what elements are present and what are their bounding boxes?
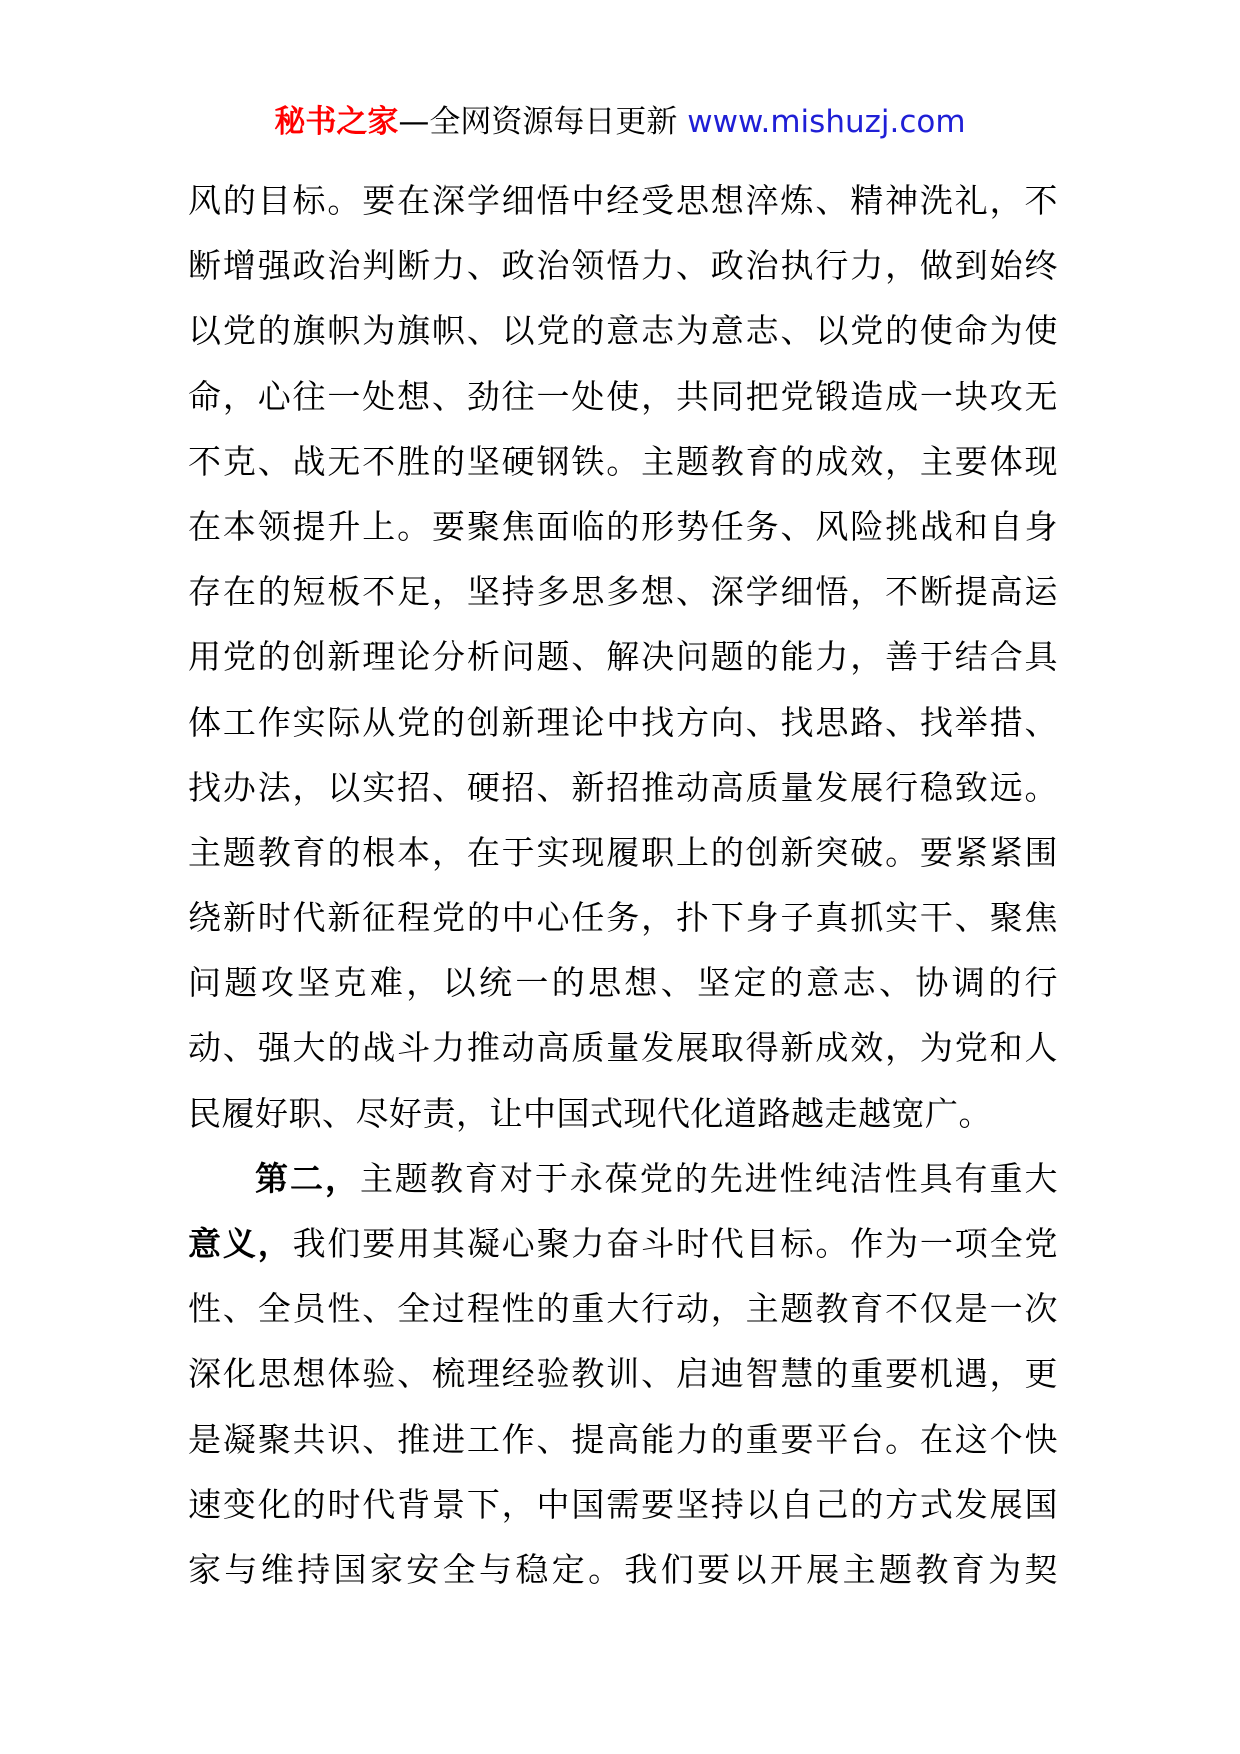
section-lead: 第二， [255, 1158, 360, 1198]
text-line: 是凝聚共识、推进工作、提高能力的重要平台。在这个快 [188, 1419, 1058, 1459]
text-line: 找办法，以实招、硬招、新招推动高质量发展行稳致远。 [188, 767, 1058, 807]
paragraph-2 [188, 1146, 1058, 1602]
text-line: 绕新时代新征程党的中心任务，扑下身子真抓实干、聚焦 [188, 898, 1058, 938]
text-line: 用党的创新理论分析问题、解决问题的能力，善于结合具 [188, 637, 1058, 677]
text-line [188, 1211, 1058, 1276]
document-body [188, 168, 1058, 1602]
text-line: 不克、战无不胜的坚硬钢铁。主题教育的成效，主要体现 [188, 441, 1058, 481]
text-line: 速变化的时代背景下，中国需要坚持以自己的方式发展国 [188, 1484, 1058, 1524]
text-line: 以党的旗帜为旗帜、以党的意志为意志、以党的使命为使 [188, 311, 1058, 351]
text-line: 断增强政治判断力、政治领悟力、政治执行力，做到始终 [188, 246, 1058, 286]
text-line [188, 1146, 1058, 1211]
paragraph-1 [188, 168, 1058, 1146]
text-line: 家与维持国家安全与稳定。我们要以开展主题教育为契 [188, 1549, 1058, 1589]
text-line: 问题攻坚克难，以统一的思想、坚定的意志、协调的行 [188, 963, 1058, 1003]
text-line: 动、强大的战斗力推动高质量发展取得新成效，为党和人 [188, 1028, 1058, 1068]
header-tagline: —全网资源每日更新 [398, 104, 688, 140]
text-line: 存在的短板不足，坚持多思多想、深学细悟，不断提高运 [188, 572, 1058, 612]
text-segment: 我们要用其凝心聚力奋斗时代目标。作为一项全党 [292, 1224, 1058, 1263]
text-line: 体工作实际从党的创新理论中找方向、找思路、找举措、 [188, 702, 1058, 742]
text-line: 性、全员性、全过程性的重大行动，主题教育不仅是一次 [188, 1289, 1058, 1329]
text-line: 风的目标。要在深学细悟中经受思想淬炼、精神洗礼，不 [188, 181, 1058, 220]
text-line: 在本领提升上。要聚焦面临的形势任务、风险挑战和自身 [188, 506, 1058, 546]
section-lead: 意义， [188, 1224, 293, 1263]
text-segment: 主题教育对于永葆党的先进性纯洁性具有重大 [359, 1158, 1059, 1198]
page-header [0, 102, 1240, 142]
text-line: 主题教育的根本，在于实现履职上的创新突破。要紧紧围 [188, 832, 1058, 872]
brand-name: 秘书之家 [274, 104, 399, 140]
text-line: 民履好职、尽好责，让中国式现代化道路越走越宽广。 [188, 1093, 992, 1133]
text-line: 深化思想体验、梳理经验教训、启迪智慧的重要机遇，更 [188, 1354, 1058, 1394]
site-url[interactable]: www.mishuzj.com [687, 104, 966, 140]
text-line: 命，心往一处想、劲往一处使，共同把党锻造成一块攻无 [188, 376, 1058, 416]
